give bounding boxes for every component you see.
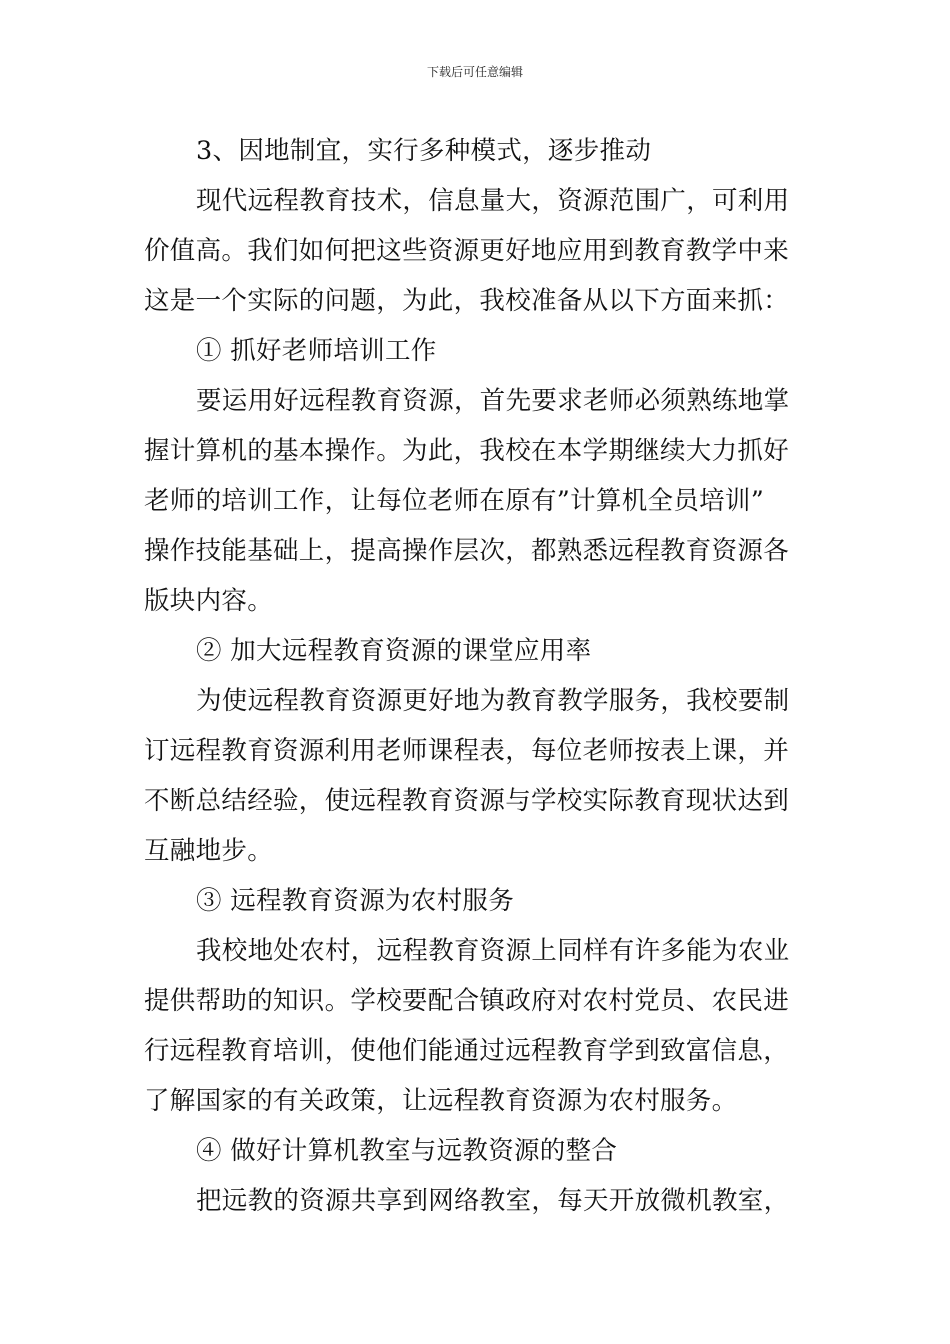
paragraph-line: 不断总结经验，使远程教育资源与学校实际教育现状达到: [144, 786, 790, 816]
section-heading-3: 3、因地制宜，实行多种模式，逐步推动: [196, 136, 652, 166]
paragraph-line: 互融地步。: [144, 836, 274, 866]
paragraph-line: 了解国家的有关政策，让远程教育资源为农村服务。: [144, 1086, 738, 1116]
document-body: [144, 126, 816, 1226]
paragraph-line: 老师的培训工作，让每位老师在原有”计算机全员培训”: [144, 486, 765, 516]
paragraph-line: 操作技能基础上，提高操作层次，都熟悉远程教育资源各: [144, 536, 790, 566]
paragraph-line: 价值高。我们如何把这些资源更好地应用到教育教学中来: [144, 236, 790, 266]
paragraph-line: 行远程教育培训，使他们能通过远程教育学到致富信息，: [144, 1036, 790, 1066]
page-header: 下载后可任意编辑: [426, 65, 523, 79]
paragraph-line: 要运用好远程教育资源，首先要求老师必须熟练地掌: [196, 386, 790, 416]
paragraph-line: 订远程教育资源利用老师课程表，每位老师按表上课，并: [144, 736, 790, 766]
subheading-3: ③ 远程教育资源为农村服务: [196, 886, 515, 916]
subheading-4: ④ 做好计算机教室与远教资源的整合: [196, 1136, 618, 1166]
paragraph-line: 现代远程教育技术，信息量大，资源范围广，可利用: [196, 186, 790, 216]
paragraph-line: 把远教的资源共享到网络教室，每天开放微机教室，: [196, 1186, 790, 1216]
paragraph-line: 这是一个实际的问题，为此，我校准备从以下方面来抓：: [144, 286, 790, 316]
subheading-1: ① 抓好老师培训工作: [196, 336, 437, 366]
subheading-2: ② 加大远程教育资源的课堂应用率: [196, 636, 592, 666]
paragraph-line: 我校地处农村，远程教育资源上同样有许多能为农业: [196, 936, 790, 966]
paragraph-line: 握计算机的基本操作。为此，我校在本学期继续大力抓好: [144, 436, 790, 466]
paragraph-line: 提供帮助的知识。学校要配合镇政府对农村党员、农民进: [144, 986, 790, 1016]
paragraph-line: 版块内容。: [144, 586, 274, 616]
paragraph-line: 为使远程教育资源更好地为教育教学服务，我校要制: [196, 686, 790, 716]
